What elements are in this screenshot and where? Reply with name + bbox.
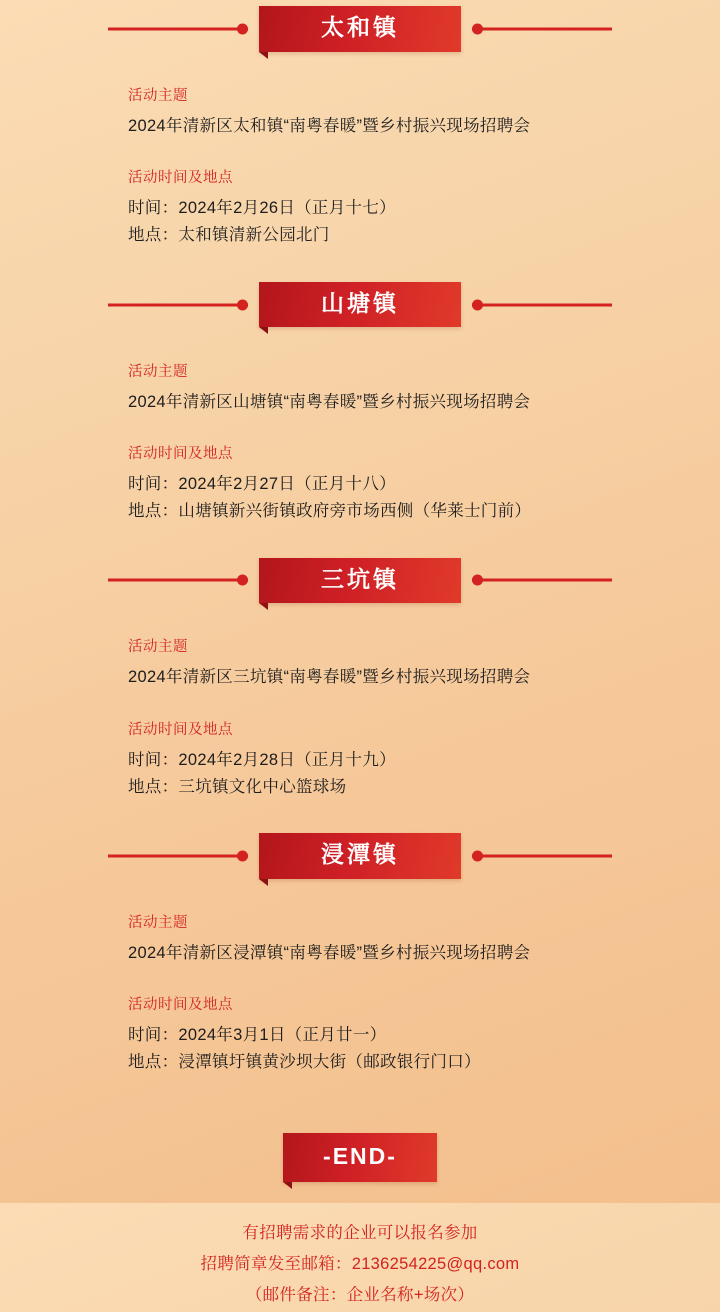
theme-label: 活动主题 xyxy=(128,363,188,380)
connector-line-right xyxy=(472,28,612,31)
time-place-label: 活动时间及地点 xyxy=(128,721,233,738)
time-text: 时间：2024年2月26日（正月十七） xyxy=(128,199,396,218)
footer-note xyxy=(0,1218,720,1312)
section-body xyxy=(0,84,720,250)
section-taihe xyxy=(0,0,720,250)
end-banner: -END- xyxy=(283,1133,437,1182)
theme-label: 活动主题 xyxy=(128,639,188,656)
time-place-label: 活动时间及地点 xyxy=(128,445,233,462)
section-banner-title: 太和镇 xyxy=(259,6,461,51)
connector-line-left xyxy=(108,854,248,857)
time-text: 时间：2024年2月27日（正月十八） xyxy=(128,474,396,493)
section-shantang xyxy=(0,276,720,526)
theme-text: 2024年清新区太和镇“南粤春暖”暨乡村振兴现场招聘会 xyxy=(128,117,531,135)
section-header xyxy=(0,827,720,885)
time-place-label: 活动时间及地点 xyxy=(128,997,233,1014)
connector-line-left xyxy=(108,579,248,582)
section-body xyxy=(0,635,720,801)
connector-dot-right-icon xyxy=(472,575,483,586)
section-header xyxy=(0,276,720,334)
theme-label: 活动主题 xyxy=(128,914,188,931)
section-body xyxy=(0,360,720,526)
theme-text: 2024年清新区浸潭镇“南粤春暖”暨乡村振兴现场招聘会 xyxy=(128,943,531,962)
section-banner-title: 三坑镇 xyxy=(259,558,461,603)
connector-dot-left-icon xyxy=(237,299,248,310)
section-jintan xyxy=(0,827,720,1077)
theme-text: 2024年清新区三坑镇“南粤春暖”暨乡村振兴现场招聘会 xyxy=(128,668,531,687)
connector-line-right xyxy=(472,303,612,306)
spacer xyxy=(0,250,720,276)
place-text: 地点：浸潭镇圩镇黄沙坝大街（邮政银行门口） xyxy=(128,1053,481,1072)
connector-dot-right-icon xyxy=(472,299,483,310)
spacer xyxy=(0,525,720,551)
connector-dot-right-icon xyxy=(472,24,483,35)
connector-line-right xyxy=(472,579,612,582)
theme-label: 活动主题 xyxy=(128,88,188,104)
section-sankeng xyxy=(0,551,720,801)
section-header xyxy=(0,551,720,609)
section-banner-title: 浸潭镇 xyxy=(259,833,461,878)
time-text: 时间：2024年3月1日（正月廿一） xyxy=(128,1026,387,1045)
section-header xyxy=(0,0,720,58)
section-body xyxy=(0,911,720,1077)
connector-line-left xyxy=(108,303,248,306)
connector-line-left xyxy=(108,28,248,31)
footer-line-2: 招聘简章发至邮箱：2136254225@qq.com xyxy=(200,1254,520,1273)
time-place-label: 活动时间及地点 xyxy=(128,170,233,187)
end-banner-wrap xyxy=(0,1133,720,1182)
connector-dot-left-icon xyxy=(237,575,248,586)
theme-text: 2024年清新区山塘镇“南粤春暖”暨乡村振兴现场招聘会 xyxy=(128,392,531,411)
section-banner-title: 山塘镇 xyxy=(259,282,461,327)
time-text: 时间：2024年2月28日（正月十九） xyxy=(128,750,396,769)
connector-line-right xyxy=(472,854,612,857)
connector-dot-right-icon xyxy=(472,850,483,861)
spacer xyxy=(0,801,720,827)
connector-dot-left-icon xyxy=(237,850,248,861)
connector-dot-left-icon xyxy=(237,24,248,35)
footer-line-1: 有招聘需求的企业可以报名参加 xyxy=(242,1223,478,1242)
place-text: 地点：三坑镇文化中心篮球场 xyxy=(128,777,347,796)
footer-line-3: （邮件备注：企业名称+场次） xyxy=(245,1286,475,1305)
place-text: 地点：山塘镇新兴街镇政府旁市场西侧（华莱士门前） xyxy=(128,502,532,521)
place-text: 地点：太和镇清新公园北门 xyxy=(128,226,330,245)
